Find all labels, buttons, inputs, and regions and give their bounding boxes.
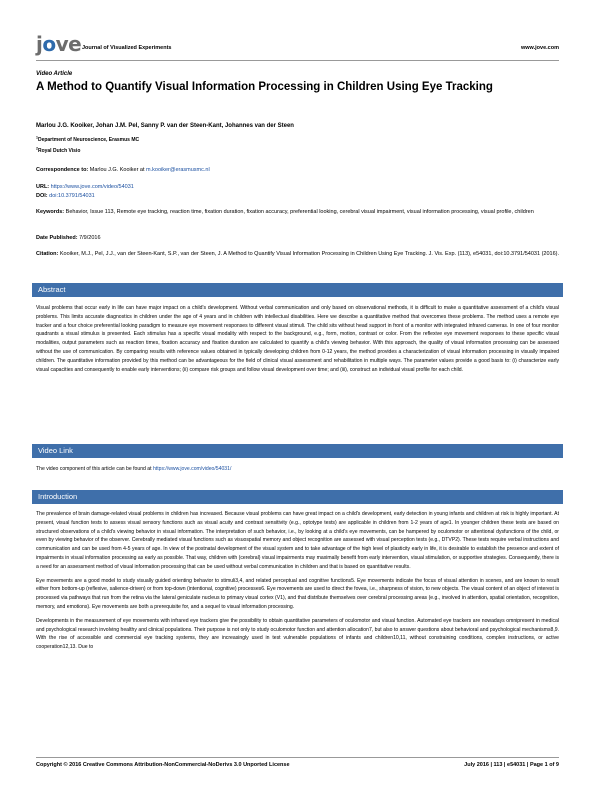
jove-logo[interactable] <box>36 34 81 54</box>
article-title: A Method to Quantify Visual Information Processing in Children Using Eye Tracking <box>36 81 493 93</box>
citation-label: Citation: <box>36 251 59 257</box>
doi-line <box>36 192 559 200</box>
correspondence <box>36 166 559 174</box>
affiliation-1: $^1$Department of Neuroscience, Erasmus MC <box>36 135 140 143</box>
introduction-heading-bar <box>32 490 563 504</box>
affiliation-2: $^2$Royal Dutch Visio <box>36 146 81 154</box>
keywords-text: Behavior, Issue 113, Remote eye tracking, reaction time, fixation duration, fixation accuracy, preferential looking, cerebral visual impairment, visual information processing, visual profile, children <box>65 209 534 215</box>
logo-text-j: j <box>36 32 43 56</box>
doi-link[interactable]: doi:10.3791/54031 <box>49 193 95 199</box>
introduction-paragraph-1: The prevalence of brain damage-related visual problems in children has increased. Because visual problems can have great impact on a child's development, early detection in young infants and children at risk is highly important. At present, visual function tests to assess visual sensory functions such as visual acuity and contrast sensitivity (e.g., optotype tests) are applicable in children from 1-2 years of age1. In younger children these tests are based on structured observations of a child's viewing behavior in visual information. The interpretation of such behavior, i.e., by looking at a child's eye movements, can be hampered by oculomotor or attentional dysfunctions of the child, or even by viewing behavior of the observer. Cerebrally mediated visual functions such as visuospatial memory and object recognition are assessed with visual perception tests (e.g., DTVP2). These tests require verbal instructions and communication and can be used from 4-5 years of age. In view of the postnatal development of the visual system and to take advantage of the high level of plasticity early in life, it is desirable to establish the presence and extent of impairments in visual information processing as early as possible. That way, children with (cerebral) visual impairments may maximally benefit from early intervention, visual stimulation, or supportive strategies. Consequently, there is a need for an assessment method of visual information processing that can be used without verbal communication in children and that is based on quantitative results. <box>36 511 559 570</box>
abstract-heading-bar <box>32 283 563 297</box>
video-link-body <box>36 465 559 474</box>
date-published <box>36 234 559 242</box>
journal-name: Journal of Visualized Experiments <box>82 45 172 51</box>
footer-divider <box>36 757 559 758</box>
authors-text: Marlou J.G. Kooiker, Johan J.M. Pel, Sanny P. van der Steen-Kant, Johannes van der Steen <box>36 123 294 129</box>
url-label: URL: <box>36 184 50 190</box>
journal-url[interactable]: www.jove.com <box>520 45 559 51</box>
date-value: 7/9/2016 <box>79 235 101 241</box>
video-link-text: The video component of this article can be found at <box>36 466 152 472</box>
header-divider <box>36 60 559 61</box>
logo-text-ve: ve <box>55 32 82 56</box>
correspondence-name: Marlou J.G. Kooiker at <box>89 167 145 173</box>
article-type: Video Article <box>36 71 73 77</box>
copyright-notice: Copyright © 2016 Creative Commons Attribution-NonCommercial-NoDerivs 3.0 Unported License <box>36 762 290 768</box>
citation <box>36 250 559 258</box>
abstract-heading: Abstract <box>38 285 66 294</box>
page-header <box>36 34 559 58</box>
author-list <box>36 123 294 129</box>
abstract-text: Visual problems that occur early in life can have major impact on a child's development. Without verbal communication and only based on observational methods, it is difficult to make a quantitative assessment of a child's visual problems. This limits accurate diagnostics in children under the age of 4 years and in children with intellectual disabilities. Here we describe a quantitative method that overcomes these problems. The method uses a remote eye tracker and a four choice preferential looking paradigm to measure eye movement responses to different visual stimuli. The child sits without head support in front of a monitor with integrated infrared cameras. In one of four monitor quadrants a visual stimulus is presented. Each stimulus has a specific visual modality with respect to the background, e.g., form, motion, contrast or color. From the reflexive eye movement responses to these specific visual modalities, output parameters such as reaction times, fixation accuracy and fixation duration are calculated to quantify a child's viewing behavior. With this approach, the quality of visual information processing can be assessed without the use of communication. By comparing results with reference values obtained in typically developing children from 0-12 years, the method provides a characterization of visual information processing in visually impaired children. The quantitative information provided by this method can be advantageous for the field of clinical visual assessment and rehabilitation in multiple ways. The parameter values provide a good basis to: (i) characterize early visual capacities and consequently to enable early interventions; (ii) compare risk groups and follow visual development over time; and (iii), construct an individual visual profile for each child. <box>36 305 559 373</box>
affiliation-1-text: Department of Neuroscience, Erasmus MC <box>37 137 140 143</box>
article-url-link[interactable]: https://www.jove.com/video/54031 <box>50 184 134 190</box>
keywords <box>36 208 559 216</box>
video-link-heading: Video Link <box>38 446 73 455</box>
url-line <box>36 183 559 191</box>
abstract-body <box>36 304 559 374</box>
keywords-label: Keywords: <box>36 209 65 215</box>
video-url-link[interactable]: https://www.jove.com/video/54031/ <box>152 466 232 472</box>
issue-page-info: July 2016 | 113 | e54031 | Page 1 of 9 <box>464 762 559 768</box>
video-link-heading-bar <box>32 444 563 458</box>
introduction-paragraph-3: Developments in the measurement of eye movements with infrared eye trackers give the possibility to obtain quantitative parameters of oculomotor and visual function. Automated eye trackers are nowadays omnipresent in medical and psychological research involving healthy and clinical populations. Their purpose is not only to study oculomotor function and attention allocation7, but also to answer questions about behavioral and psychological mechanisms8,9. With the rise of accessible and commercial eye tracking systems, they are increasingly used in test vulnerable populations of infants and children10,11, without constraining conditions, complex instructions, or active cooperation12,13. Due to <box>36 617 559 651</box>
introduction-heading: Introduction <box>38 492 78 501</box>
logo-text-o: o <box>42 32 56 56</box>
introduction-body <box>36 510 559 652</box>
doi-label: DOI: <box>36 193 48 199</box>
introduction-paragraph-2: Eye movements are a good model to study visually guided orienting behavior to stimuli3,4, and related perceptual and cognitive functions5. Eye movements indicate the focus of visual attention in scenes, and are known to result either from bottom-up (reflexive, salience-driven) or from top-down (intentional, cognitive) processes6. Eye movements are used to direct the fovea, i.e., sharpness of vision, to new objects. The visual content of an object of interest is processed via pathways that run from the retina via the lateral geniculate nucleus to primary visual cortex (V1), and that distribute themselves over cerebral processing areas (e.g., involved in attention, spatial orientation, recognition, memory, and emotions). Eye movements are both a prerequisite for, and a sequel to visual information processing. <box>36 577 559 610</box>
citation-text: Kooiker, M.J., Pel, J.J., van der Steen-Kant, S.P., van der Steen, J. A Method to Quantify Visual Information Processing in Children Using Eye Tracking. J. Vis. Exp. (113), e54031, doi:10.3791/54031 (2016). <box>59 251 559 257</box>
affiliation-2-text: Royal Dutch Visio <box>37 148 81 154</box>
date-label: Date Published: <box>36 235 78 241</box>
correspondence-label: Correspondence to: <box>36 167 89 173</box>
correspondence-email[interactable]: m.kooiker@erasmusmc.nl <box>146 167 210 173</box>
